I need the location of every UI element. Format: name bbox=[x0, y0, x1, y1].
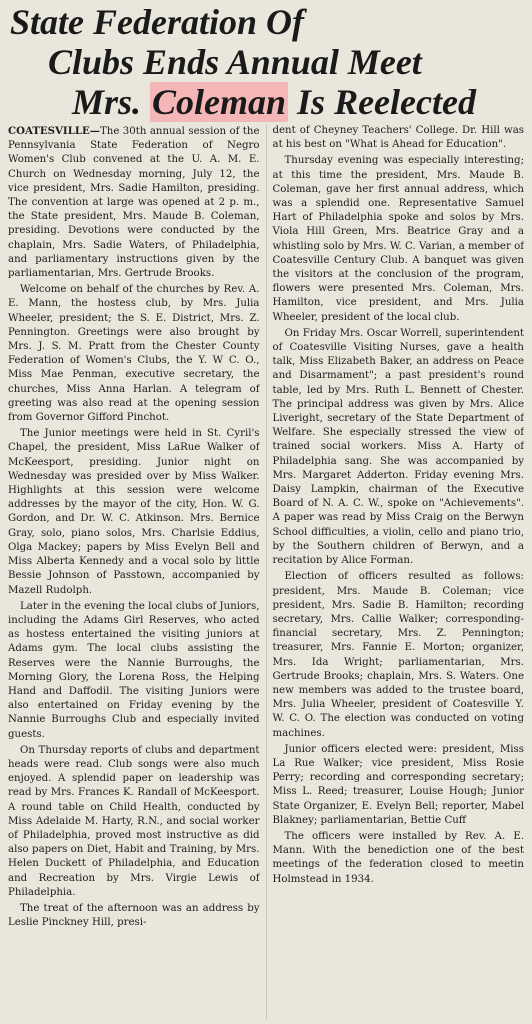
paragraph: On Thursday reports of clubs and department heads were read. Club songs were also much enjoyed. A splendid paper on leadership was read by Mrs. Frances K. Randall of McKeesport. A round table on Child Health, conducted by Miss Adelaide M. Harty, R.N., and social worker of Philadelphia, proved most instructive as did also papers on Diet, Habit and Training, by Mrs. Helen Duckett of Philadelphia, and Education and Recreation by Mrs. Virgie Lewis of Philadelphia. bbox=[8, 744, 260, 898]
highlighted-name: Coleman bbox=[152, 82, 287, 122]
paragraph: The Junior meetings were held in St. Cyril's Chapel, the president, Miss LaRue Walker of McKeesport, presiding. Junior night on Wednesday was presided over by Miss Walker. Highlights at this session were welcome addresses by the mayor of the city, Hon. W. G. Gordon, and Dr. W. C. Atkinson. Mrs. Bernice Gray, solo, piano solos, Mrs. Charlsie Eddius, Olga Mackey; papers by Miss Evelyn Bell and Miss Alberta Kennedy and a vocal solo by little Bessie Johnson of Passtown, accompanied by Mazell Rudolph. bbox=[8, 428, 260, 596]
paragraph: The treat of the afternoon was an address by Leslie Pinckney Hill, presi- bbox=[8, 902, 260, 929]
column-right bbox=[266, 124, 525, 1020]
headline-line-2: Clubs Ends Annual Meet bbox=[48, 42, 422, 82]
paragraph: Election of officers resulted as follows: president, Mrs. Maude B. Coleman; vice president, Mrs. Sadie B. Hamilton; recording secretary, Mrs. Callie Walker; corresponding-financial secretary, Mrs. Z. Pennington; treasurer, Mrs. Fannie E. Morton; organizer, Mrs. Ida Wright; parliamentarian, Mrs. Gertrude Brooks; chaplain, Mrs. S. Waters. One new members was added to the trustee board, Mrs. Julia Wheeler, president of Coatesville Y. W. C. O. The election was conducted on voting machines. bbox=[272, 571, 524, 739]
paragraph: dent of Cheyney Teachers' College. Dr. Hill was at his best on "What is Ahead for Education". bbox=[272, 125, 524, 151]
headline-line-3-end: Is Reelected bbox=[288, 82, 476, 122]
headline-line-3 bbox=[10, 82, 525, 122]
paragraph: On Friday Mrs. Oscar Worrell, superintendent of Coatesville Visiting Nurses, gave a health talk, Miss Elizabeth Baker, an address on Peace and Disarmament"; a past president's round table, led by Mrs. Ruth L. Bennett of Chester. The principal address was given by Mrs. Alice Liveright, secretary of the State Department of Welfare. She especially stressed the view of trained social workers. Miss A. Harty of Philadelphia sang. She was accompanied by Mrs. Margaret Adderton. Friday evening Mrs. Daisy Lampkin, chairman of the Executive Board of N. A. C. W., spoke on "Achievements". A paper was read by Miss Craig on the Berwyn School difficulties, a violin, cello and piano trio, by the Southern children of Berwyn, and a recitation by Alice Forman. bbox=[272, 327, 524, 567]
paragraph-text: The 30th annual session of the Pennsylvania State Federation of Negro Women's Club convened at the U. A. M. E. Church on Wednesday morning, July 12, the vice president, Mrs. Sadie Hamilton, presiding. The convention at large was opened at 2 p. m., the State president, Mrs. Maude B. Coleman, presiding. Devotions were conducted by the chaplain, Mrs. Sadie Waters, of Philadelphia, and parliamentary instructions given by the parliamentarian, Mrs. Gertrude Brooks. bbox=[8, 126, 260, 280]
headline bbox=[10, 2, 525, 122]
paragraph: Welcome on behalf of the churches by Rev. A. E. Mann, the hostess club, by Mrs. Julia Wheeler, president; the S. E. District, Mrs. Z. Pennington. Greetings were also brought by Mrs. J. S. M. Pratt from the Chester County Federation of Women's Clubs, the Y. W C. O., Miss Mae Penman, executive secretary, the churches, Miss Anna Harlan. A telegram of greeting was also read at the opening session from Governor Gifford Pinchot. bbox=[8, 284, 260, 424]
article-body bbox=[8, 124, 524, 1020]
headline-line-3-start: Mrs. bbox=[72, 82, 151, 122]
paragraph: The officers were installed by Rev. A. E. Mann. With the benediction one of the best meetings of the federation closed to meetin Holmstead in 1934. bbox=[272, 830, 524, 885]
paragraph: Thursday evening was especially interesting; at this time the president, Mrs. Maude B. Coleman, gave her first annual address, which was a splendid one. Representative Samuel Hart of Philadelphia spoke and solos by Mrs. Viola Hill Green, Mrs. Beatrice Gray and a whistling solo by Mrs. W. C. Varian, a member of Coatesville Century Club. A banquet was given the visitors at the conclusion of the program, flowers were presented Mrs. Coleman, Mrs. Hamilton, vice president, and Mrs. Julia Wheeler, president of the local club. bbox=[272, 155, 524, 323]
column-left bbox=[8, 124, 260, 1020]
paragraph: Later in the evening the local clubs of Juniors, including the Adams Girl Reserves, who acted as hostess entertained the visiting juniors at Adams gym. The local clubs assisting the Reserves were the Nannie Burroughs, the Morning Glory, the Lorena Ross, the Helping Hand and Daffodil. The visiting Juniors were also entertained on Friday evening by the Nannie Burroughs Club and especially invited guests. bbox=[8, 600, 260, 740]
paragraph: Junior officers elected were: president, Miss La Rue Walker; vice president, Miss Rosie Perry; recording and corresponding secretary; Miss L. Reed; treasurer, Louise Hough; Junior State Organizer, E. Evelyn Bell; reporter, Mabel Blakney; parliamentarian, Bettie Cuff bbox=[272, 743, 524, 826]
paragraph bbox=[8, 124, 260, 281]
headline-line-1: State Federation Of bbox=[10, 2, 304, 42]
dateline: COATESVILLE— bbox=[8, 125, 100, 137]
